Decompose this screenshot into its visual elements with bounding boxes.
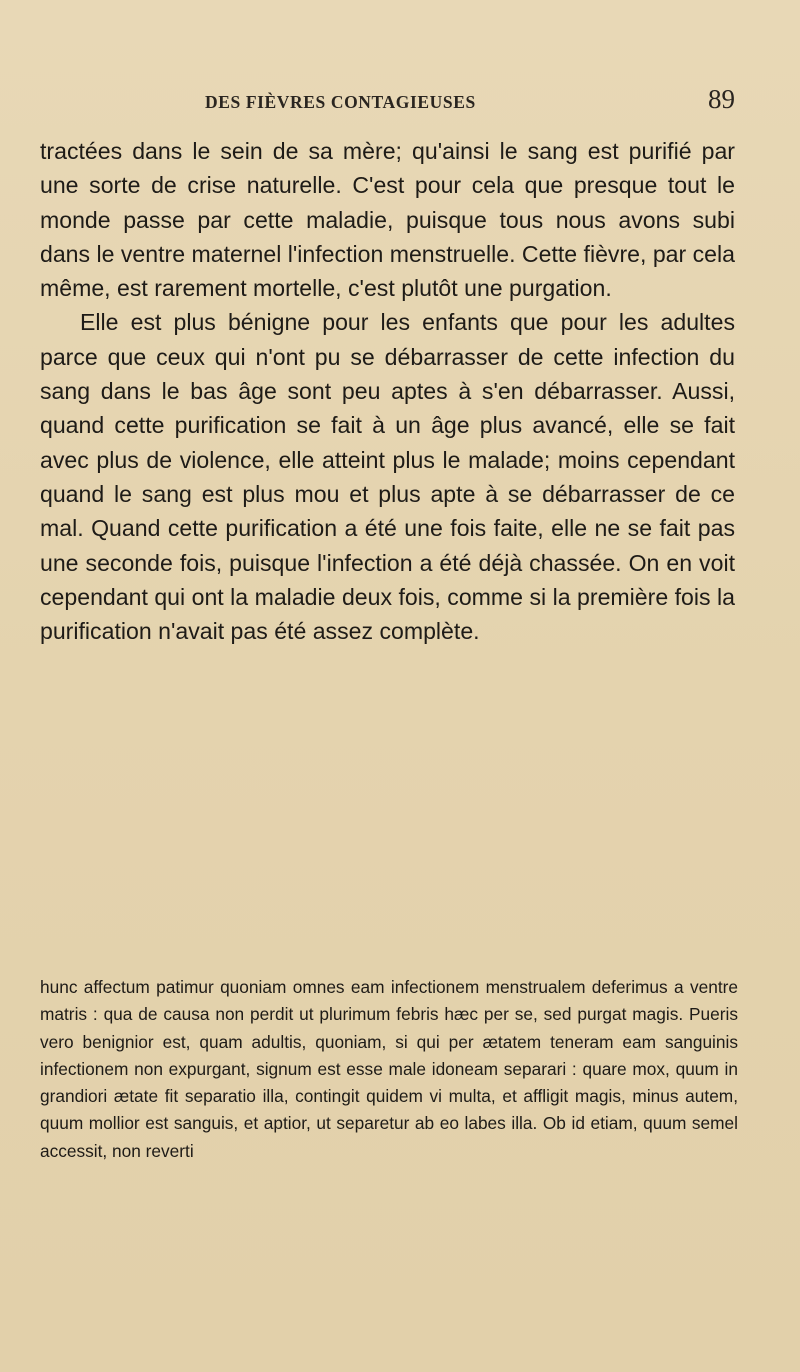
french-translation-text <box>40 134 735 648</box>
page-header <box>205 84 735 122</box>
latin-paragraph: hunc affectum patimur quoniam omnes eam infectionem menstrualem deferimus a ventre matris : qua de causa non perdit ut plurimum febris hæc per se, sed purgat magis. Pueris vero benignior est, quam adultis, quoniam, si qui per ætatem teneram eam sanguinis infectionem non expurgant, signum est esse male idoneam separari : quare mox, quum in grandiori ætate fit separatio illa, contingit quidem vi multa, et affligit magis, minus autem, quum mollior est sanguis, et aptior, ut separetur ab eo labes illa. Ob id etiam, quum semel accessit, non reverti <box>40 977 738 1161</box>
french-paragraph-2: Elle est plus bénigne pour les enfants que pour les adultes parce que ceux qui n'ont pu se débarrasser de cette infection du sang dans le bas âge sont peu aptes à s'en débarrasser. Aussi, quand cette purification se fait à un âge plus avancé, elle se fait avec plus de violence, elle atteint plus le malade; moins cependant quand le sang est plus mou et plus apte à se débarrasser de ce mal. Quand cette purification a été une fois faite, elle ne se fait pas une seconde fois, puisque l'infection a été déjà chassée. On en voit cependant qui ont la maladie deux fois, comme si la première fois la purification n'avait pas été assez complète. <box>40 309 735 645</box>
running-title: DES FIÈVRES CONTAGIEUSES <box>205 92 476 112</box>
latin-original-text <box>40 974 738 1165</box>
french-paragraph-1: tractées dans le sein de sa mère; qu'ainsi le sang est purifié par une sorte de crise naturelle. C'est pour cela que presque tout le monde passe par cette maladie, puisque tous nous avons subi dans le ventre maternel l'infection menstruelle. Cette fièvre, par cela même, est rarement mortelle, c'est plutôt une purgation. <box>40 138 736 302</box>
page-number: 89 <box>708 84 735 114</box>
